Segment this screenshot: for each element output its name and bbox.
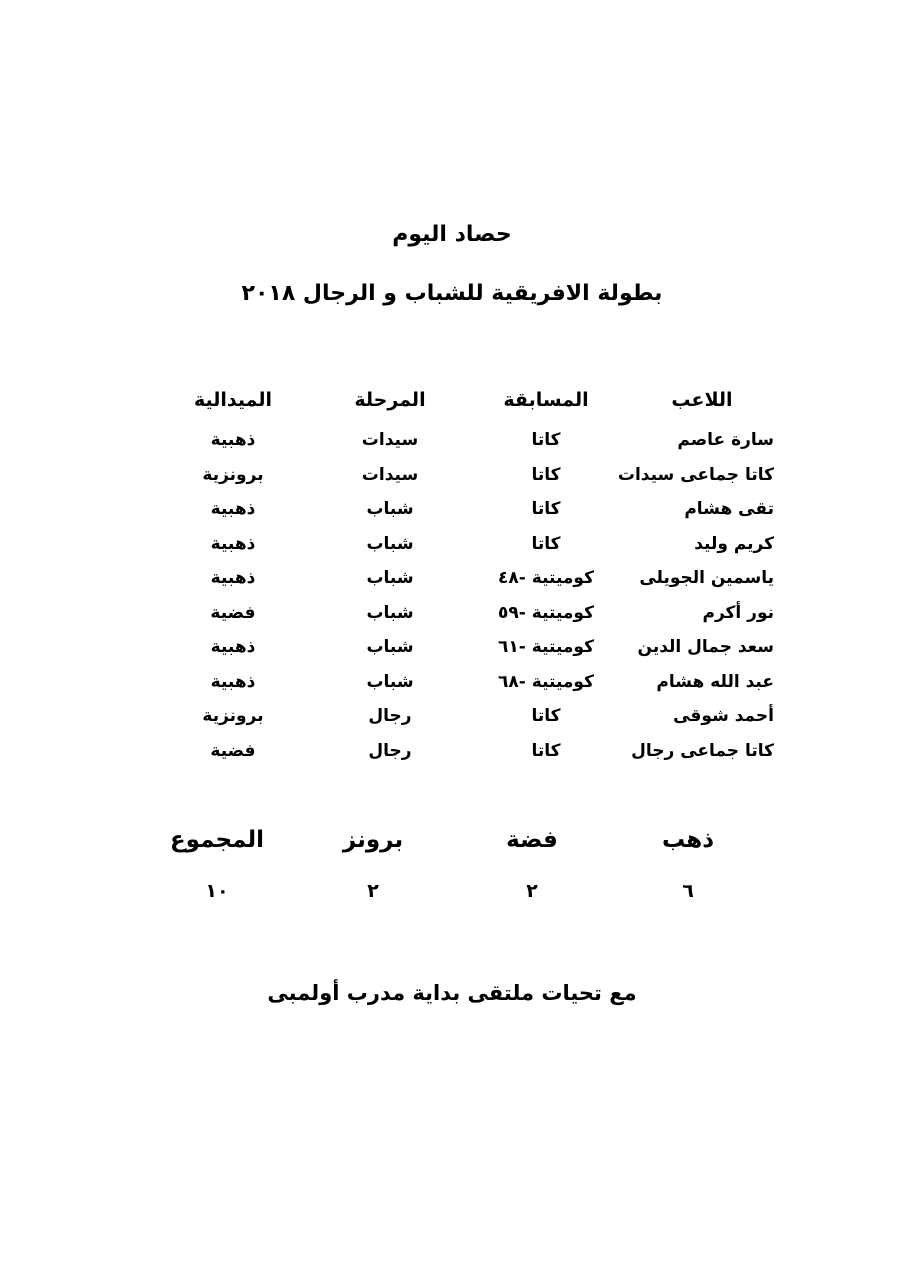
cell-player: نور أكرم [702, 602, 774, 623]
cell-stage: رجال [368, 706, 412, 726]
footer-greeting: مع تحيات ملتقى بداية مدرب أولمبى [267, 981, 637, 1005]
column-header-player: اللاعب [671, 389, 733, 411]
table-row [0, 534, 904, 569]
cell-stage: شباب [366, 602, 414, 623]
table-row [0, 706, 904, 741]
cell-event: كاتا [531, 499, 561, 519]
cell-player: كاتا جماعى رجال [631, 740, 774, 761]
cell-stage: رجال [368, 740, 412, 761]
cell-event: كوميتية -٤٨ [498, 568, 594, 588]
table-row [0, 430, 904, 465]
column-header-stage: المرحلة [354, 389, 426, 411]
table-row [0, 741, 904, 776]
cell-medal: ذهبية [210, 533, 256, 554]
cell-player: سارة عاصم [677, 430, 774, 450]
cell-player: تقى هشام [684, 499, 774, 519]
cell-event: كوميتية -٦٨ [498, 671, 594, 692]
cell-player: ياسمين الجويلى [639, 568, 774, 588]
cell-stage: شباب [366, 568, 414, 588]
summary-silver-label: فضة [506, 827, 558, 853]
summary-silver-value: ٢ [526, 880, 538, 902]
summary-total-value: ١٠ [205, 880, 229, 902]
cell-event: كاتا [531, 706, 561, 726]
cell-stage: شباب [366, 671, 414, 692]
table-row [0, 568, 904, 603]
summary-bronze-value: ٢ [367, 880, 379, 902]
cell-event: كاتا [531, 430, 561, 450]
cell-stage: شباب [366, 637, 414, 657]
cell-medal: فضية [210, 740, 256, 761]
table-row [0, 499, 904, 534]
summary-bronze-label: برونز [342, 827, 404, 853]
cell-medal: ذهبية [210, 568, 256, 588]
table-row [0, 672, 904, 707]
page-subtitle: بطولة الافريقية للشباب و الرجال ٢٠١٨ [241, 281, 663, 306]
cell-event: كاتا [531, 533, 561, 554]
results-table [0, 430, 904, 775]
page-title: حصاد اليوم [392, 222, 512, 247]
summary-total-label: المجموع [169, 827, 265, 853]
cell-player: كريم وليد [694, 533, 774, 554]
table-row [0, 637, 904, 672]
table-row [0, 465, 904, 500]
cell-stage: سيدات [361, 464, 419, 485]
column-header-medal: الميدالية [193, 389, 273, 411]
summary-gold-label: ذهب [661, 827, 715, 853]
cell-event: كاتا [531, 464, 561, 485]
cell-medal: ذهبية [210, 671, 256, 692]
cell-medal: ذهبية [210, 637, 256, 657]
cell-stage: سيدات [361, 430, 419, 450]
cell-player: سعد جمال الدين [637, 637, 774, 657]
cell-medal: برونزية [202, 464, 264, 485]
cell-event: كوميتية -٥٩ [498, 602, 594, 623]
column-header-event: المسابقة [503, 389, 589, 411]
cell-player: عبد الله هشام [656, 671, 774, 692]
cell-event: كاتا [531, 740, 561, 761]
cell-medal: ذهبية [210, 499, 256, 519]
cell-medal: برونزية [202, 706, 264, 726]
cell-player: أحمد شوقى [673, 706, 774, 726]
cell-event: كوميتية -٦١ [498, 637, 594, 657]
cell-stage: شباب [366, 499, 414, 519]
cell-medal: ذهبية [210, 430, 256, 450]
cell-player: كاتا جماعى سيدات [617, 464, 774, 485]
summary-gold-value: ٦ [682, 880, 694, 902]
table-row [0, 603, 904, 638]
cell-medal: فضية [210, 602, 256, 623]
cell-stage: شباب [366, 533, 414, 554]
